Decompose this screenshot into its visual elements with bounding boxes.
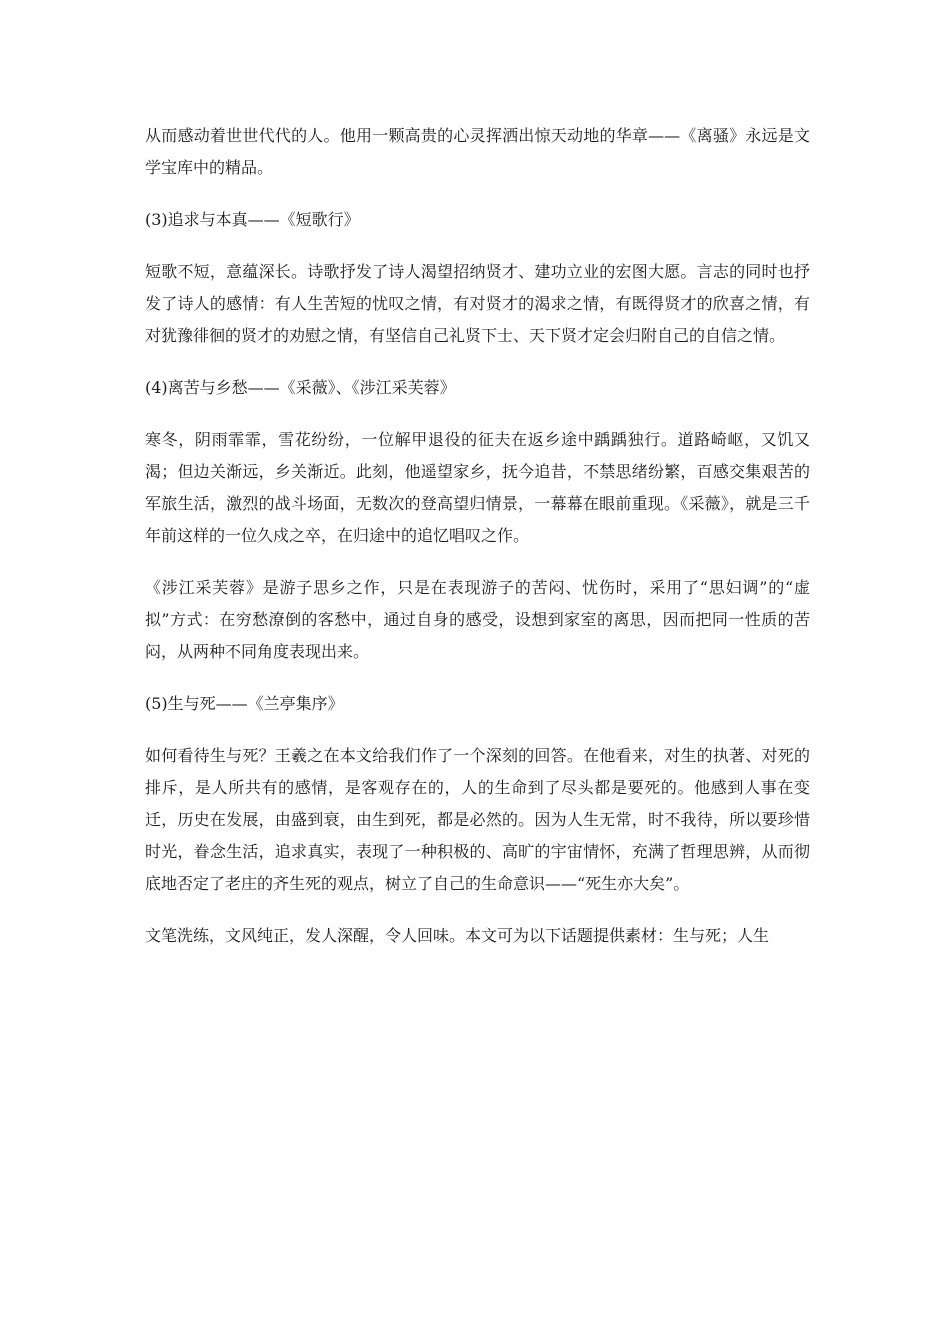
paragraph-caiwei: 寒冬，阴雨霏霏，雪花纷纷，一位解甲退役的征夫在返乡途中踽踽独行。道路崎岖，又饥又渴；但边关渐远，乡关渐近。此刻，他遥望家乡，抚今追昔，不禁思绪纷繁，百感交集艰苦的军旅生活，激烈的战斗场面，无数次的登高望归情景，一幕幕在眼前重现。《采薇》，就是三千年前这样的一位久戍之卒，在归途中的追忆唱叹之作。 <box>145 430 810 545</box>
paragraph-lantingjixu: 如何看待生与死？王羲之在本文给我们作了一个深刻的回答。在他看来，对生的执著、对死的排斥，是人所共有的感情，是客观存在的，人的生命到了尽头都是要死的。他感到人事在变迁，历史在发展，由盛到衰，由生到死，都是必然的。因为人生无常，时不我待，所以要珍惜时光，眷念生活，追求真实，表现了一种积极的、高旷的宇宙情怀，充满了哲理思辨，从而彻底地否定了老庄的齐生死的观点，树立了自己的生命意识——“死生亦大矣”。 <box>145 746 810 893</box>
paragraph-lantingjixu-style: 文笔洗练，文风纯正，发人深醒，令人回味。本文可为以下话题提供素材：生与死；人生 <box>145 926 770 945</box>
paragraph-duangexing: 短歌不短，意蕴深长。诗歌抒发了诗人渴望招纳贤才、建功立业的宏图大愿。言志的同时也抒发了诗人的感情：有人生苦短的忧叹之情，有对贤才的渴求之情，有既得贤才的欣喜之情，有对犹豫徘徊的贤才的劝慰之情，有坚信自己礼贤下士、天下贤才定会归附自己的自信之情。 <box>145 262 810 345</box>
section-heading-lantingjixu: (5)生与死——《兰亭集序》 <box>145 694 344 713</box>
section-heading-duangexing: (3)追求与本真——《短歌行》 <box>145 210 360 229</box>
document-body <box>145 120 810 972</box>
paragraph-shejiang: 《涉江采芙蓉》是游子思乡之作，只是在表现游子的苦闷、忧伤时，采用了“思妇调”的“虚拟”方式：在穷愁潦倒的客愁中，通过自身的感受，设想到家室的离思，因而把同一性质的苦闷，从两种不同角度表现出来。 <box>145 578 810 661</box>
section-heading-caiwei: (4)离苦与乡愁——《采薇》、《涉江采芙蓉》 <box>145 378 456 397</box>
paragraph-lisao-conclusion: 从而感动着世世代代的人。他用一颗高贵的心灵挥洒出惊天动地的华章——《离骚》永远是文学宝库中的精品。 <box>145 126 810 177</box>
